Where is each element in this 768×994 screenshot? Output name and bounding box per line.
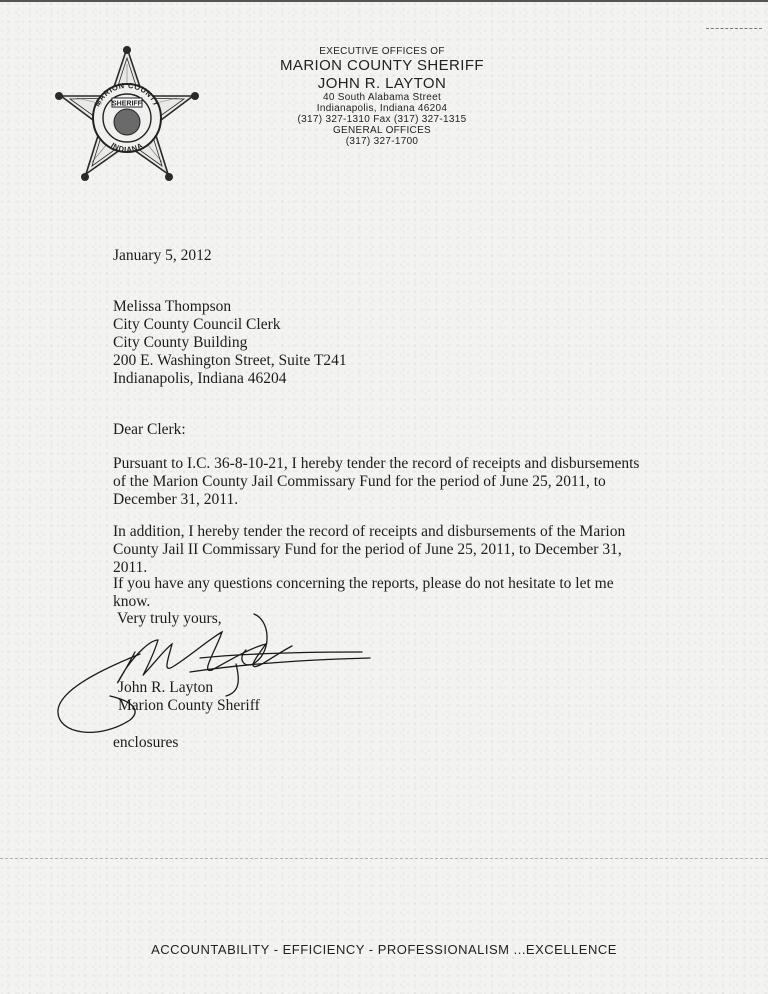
letter-date: January 5, 2012 — [113, 247, 212, 264]
svg-text:MARION COUNTY: MARION COUNTY — [92, 80, 162, 109]
footer-motto: ACCOUNTABILITY - EFFICIENCY - PROFESSIONALISM ...EXCELLENCE — [151, 942, 617, 957]
signer-name: John R. Layton — [118, 679, 214, 696]
body-paragraph-3: If you have any questions concerning the reports, please do not hesitate to let me know. — [113, 575, 614, 610]
salutation: Dear Clerk: — [113, 421, 186, 438]
letterhead-phone-fax: (317) 327-1310 Fax (317) 327-1315 — [297, 114, 467, 125]
scan-mark — [706, 28, 762, 29]
recipient-building: City County Building — [113, 334, 248, 351]
letterhead-sheriff-name: JOHN R. LAYTON — [317, 75, 447, 92]
sheriff-star-badge-icon — [52, 44, 202, 194]
seal-center-text: SHERIFF — [112, 100, 142, 108]
recipient-address — [113, 298, 347, 388]
letterhead-city: Indianapolis, Indiana 46204 — [316, 103, 448, 114]
letterhead-street: 40 South Alabama Street — [322, 92, 442, 103]
letterhead-general-offices: GENERAL OFFICES — [332, 125, 432, 136]
letterhead-general-phone: (317) 327-1700 — [345, 136, 419, 147]
top-border — [0, 0, 768, 2]
recipient-name: Melissa Thompson — [113, 298, 232, 315]
enclosures-note: enclosures — [113, 734, 179, 751]
closing: Very truly yours, — [117, 610, 222, 627]
letterhead — [260, 46, 504, 147]
footer-divider — [0, 858, 768, 859]
signer-title: Marion County Sheriff — [118, 697, 260, 714]
recipient-title: City County Council Clerk — [113, 316, 281, 333]
recipient-city: Indianapolis, Indiana 46204 — [113, 370, 287, 387]
body-paragraph-2: In addition, I hereby tender the record of receipts and disbursements of the Marion County Jail II Commissary Fund for the period of June 25, 2011, to December 31, 2011. — [113, 523, 626, 576]
signer-block — [118, 679, 260, 715]
svg-text:INDIANA: INDIANA — [109, 140, 145, 155]
body-paragraph-1: Pursuant to I.C. 36-8-10-21, I hereby tender the record of receipts and disbursements of the Marion County Jail Commissary Fund for the period of June 25, 2011, to December 31, 2011. — [113, 455, 640, 508]
letterhead-executive-offices: EXECUTIVE OFFICES OF — [319, 46, 445, 57]
handwritten-signature-icon — [40, 600, 380, 750]
letterhead-agency-name: MARION COUNTY SHERIFF — [280, 57, 484, 74]
recipient-street: 200 E. Washington Street, Suite T241 — [113, 352, 347, 369]
